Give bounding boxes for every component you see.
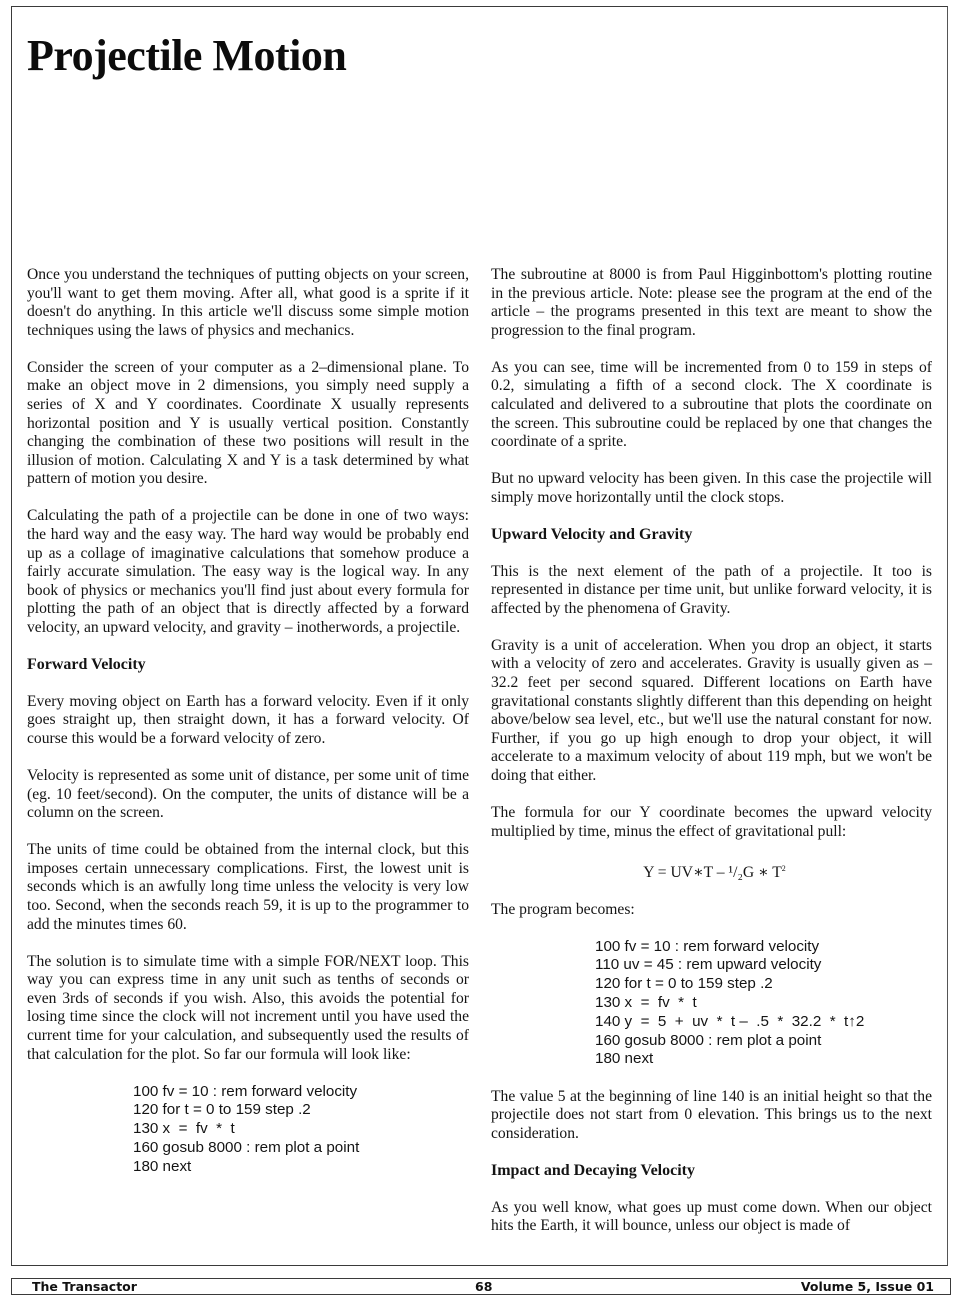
- paragraph: This is the next element of the path of a projectile. It too is represented in distance per time unit, but unlike forward velocity, it is affected by the phenomena of Gravity.: [491, 562, 932, 617]
- paragraph: As you can see, time will be incremented from 0 to 159 in steps of 0.2, simulating a fifth of a second clock. The X coordinate is calculated and delivered to a subroutine that plots the coordinate on the screen. This subroutine could be replaced by one that changes the coordinate of a sprite.: [491, 358, 932, 451]
- paragraph: The units of time could be obtained from the internal clock, but this imposes certain unnecessary complications. First, the lowest unit is seconds which is an awfully long time unless the velocity is very low too. Second, when the seconds reach 59, it is up to the programmer to add the minutes times 60.: [27, 841, 469, 933]
- code-line: 110 uv = 45 : rem upward velocity: [595, 956, 822, 974]
- paragraph: The program becomes:: [491, 900, 635, 918]
- left-column: [27, 266, 469, 1195]
- page-number: 68: [475, 1279, 493, 1294]
- right-column: [491, 266, 932, 1254]
- code-listing-1: [27, 1083, 469, 1177]
- paragraph: The subroutine at 8000 is from Paul Higginbottom's plotting routine in the previous article. Note: please see the program at the end of the article – the programs presented in this text are meant to show the progression to the final program.: [491, 266, 932, 339]
- code-line: 130 x = fv * t: [595, 993, 697, 1011]
- paragraph: Calculating the path of a projectile can be done in one of two ways: the hard way and the easy way. The hard way would be probably end up as a collage of imaginative calculations that somehow produce a fairly accurate simulation. The easy way is the logical way. In any book of physics or mechanics you'll find just about every formula for plotting the path of an object that is directly affected by a forward velocity, an upward velocity, and gravity – inotherwords, a projectile.: [27, 507, 469, 636]
- paragraph: The formula for our Y coordinate becomes the upward velocity multiplied by time, minus the effect of gravitational pull:: [491, 804, 932, 840]
- formula-text: Y = UV∗T – ¹/₂G ∗ T: [643, 863, 782, 881]
- code-line: 180 next: [133, 1157, 192, 1175]
- code-line: 180 next: [595, 1050, 654, 1068]
- paragraph: Every moving object on Earth has a forward velocity. Even if it only goes straight up, then straight down, it has a forward velocity. Of course this would be a forward velocity of zero.: [27, 692, 469, 748]
- paragraph: Velocity is represented as some unit of distance, per some unit of time (eg. 10 feet/second). On the computer, the units of distance will be a column on the screen.: [27, 767, 469, 822]
- section-heading-forward-velocity: Forward Velocity: [27, 655, 146, 673]
- page-footer: [11, 1278, 951, 1295]
- code-line: 120 for t = 0 to 159 step .2: [133, 1101, 311, 1119]
- code-line: 100 fv = 10 : rem forward velocity: [133, 1082, 358, 1100]
- section-heading-impact: Impact and Decaying Velocity: [491, 1161, 695, 1179]
- paragraph: Gravity is a unit of acceleration. When you drop an object, it starts with a velocity of zero and accelerates. Gravity is usually given as –32.2 feet per second squared. Different locations on Earth have gravitational constants slightly different than this depending on height above/below sea level, etc., but we'll use the natural constant for now. Further, if you go up high enough to drop your object, it will accelerate to a maximum velocity of about 119 mph, but we won't be doing that either.: [491, 636, 932, 785]
- code-line: 140 y = 5 + uv * t – .5 * 32.2 * t↑2: [595, 1012, 865, 1030]
- paragraph: But no upward velocity has been given. In this case the projectile will simply move horizontally until the clock stops.: [491, 470, 932, 506]
- code-line: 100 fv = 10 : rem forward velocity: [595, 937, 820, 955]
- code-line: 160 gosub 8000 : rem plot a point: [595, 1031, 822, 1049]
- code-line: 120 for t = 0 to 159 step .2: [595, 975, 773, 993]
- paragraph: The solution is to simulate time with a simple FOR/NEXT loop. This way you can express time in any unit such as tenths of seconds or even 3rds of seconds if you wish. Also, this avoids the potential for losing time since the clock will not increment until you have used the current time for your calculation, and subsequently used the results of that calculation for the plot. So far our formula will look like:: [27, 952, 469, 1063]
- article-title: Projectile Motion: [27, 31, 347, 80]
- issue-label: Volume 5, Issue 01: [800, 1279, 934, 1294]
- code-line: 160 gosub 8000 : rem plot a point: [133, 1138, 360, 1156]
- formula-exponent: 2: [781, 863, 786, 873]
- paragraph: Once you understand the techniques of putting objects on your screen, you'll want to get them moving. After all, what good is a sprite if it doesn't do anything. In this article we'll discuss some simple motion techniques using the laws of physics and mechanics.: [27, 266, 469, 339]
- code-listing-2: [491, 938, 932, 1070]
- paragraph: Consider the screen of your computer as a 2–dimensional plane. To make an object move in 2 dimensions, you simply need supply a series of X and Y coordinates. Coordinate X usually represents horizontal position and Y is usually vertical position. Constantly changing the combination of these two positions will result in the illusion of motion. Calculating X and Y is a task determined by what pattern of motion you desire.: [27, 358, 469, 488]
- section-heading-upward-velocity: Upward Velocity and Gravity: [491, 525, 693, 543]
- paragraph: The value 5 at the beginning of line 140 is an initial height so that the projectile does not start from 0 elevation. This brings us to the next consideration.: [491, 1087, 932, 1142]
- y-formula: [491, 860, 932, 883]
- code-line: 130 x = fv * t: [133, 1120, 235, 1138]
- magazine-name: The Transactor: [32, 1279, 137, 1294]
- paragraph: As you well know, what goes up must come down. When our object hits the Earth, it will bounce, unless our object is made of: [491, 1198, 932, 1235]
